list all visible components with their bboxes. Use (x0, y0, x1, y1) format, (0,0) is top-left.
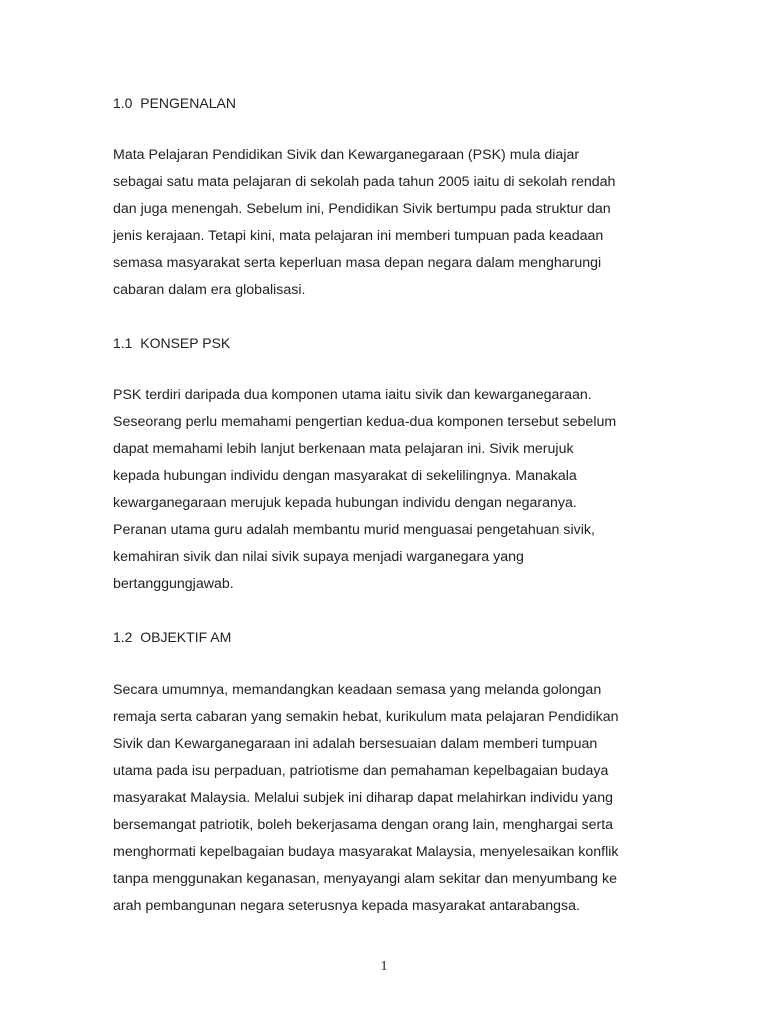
paragraph-line: kewarganegaraan merujuk kepada hubungan individu dengan negaranya. (113, 495, 577, 511)
paragraph-line: sebagai satu mata pelajaran di sekolah pada tahun 2005 iaitu di sekolah rendah (113, 174, 616, 190)
paragraph-line: bertanggungjawab. (113, 576, 234, 592)
paragraph-line: Sivik dan Kewarganegaraan ini adalah bersesuaian dalam memberi tumpuan (113, 736, 598, 752)
paragraph-line: bersemangat patriotik, boleh bekerjasama dengan orang lain, menghargai serta (113, 817, 614, 833)
paragraph-line: dapat memahami lebih lanjut berkenaan mata pelajaran ini. Sivik merujuk (113, 441, 574, 457)
paragraph-line: cabaran dalam era globalisasi. (113, 282, 306, 298)
section-objektif-am (113, 628, 653, 646)
section-konsep-psk (113, 334, 653, 352)
paragraph-line: PSK terdiri daripada dua komponen utama iaitu sivik dan kewarganegaraan. (113, 387, 592, 403)
paragraph-line: remaja serta cabaran yang semakin hebat, kurikulum mata pelajaran Pendidikan (113, 709, 619, 725)
section-heading: 1.2 OBJEKTIF AM (113, 629, 232, 645)
paragraph-line: arah pembangunan negara seterusnya kepada masyarakat antarabangsa. (113, 898, 580, 914)
paragraph-line: kemahiran sivik dan nilai sivik supaya menjadi warganegara yang (113, 549, 524, 565)
paragraph-line: Secara umumnya, memandangkan keadaan semasa yang melanda golongan (113, 682, 602, 698)
paragraph-line: dan juga menengah. Sebelum ini, Pendidikan Sivik bertumpu pada struktur dan (113, 201, 611, 217)
paragraph-line: utama pada isu perpaduan, patriotisme dan pemahaman kepelbagaian budaya (113, 763, 609, 779)
section-objektif-am-body (113, 677, 653, 920)
page-number: 1 (380, 959, 388, 974)
paragraph-line: semasa masyarakat serta keperluan masa depan negara dalam mengharungi (113, 255, 602, 271)
paragraph-line: masyarakat Malaysia. Melalui subjek ini diharap dapat melahirkan individu yang (113, 790, 613, 806)
paragraph-line: kepada hubungan individu dengan masyarakat di sekelilingnya. Manakala (113, 468, 577, 484)
section-heading: 1.0 PENGENALAN (113, 95, 236, 111)
paragraph-line: Peranan utama guru adalah membantu murid menguasai pengetahuan sivik, (113, 522, 595, 538)
section-heading: 1.1 KONSEP PSK (113, 335, 231, 351)
paragraph-line: jenis kerajaan. Tetapi kini, mata pelajaran ini memberi tumpuan pada keadaan (113, 228, 604, 244)
paragraph-line: Mata Pelajaran Pendidikan Sivik dan Kewarganegaraan (PSK) mula diajar (113, 147, 580, 163)
section-konsep-psk-body (113, 382, 653, 598)
paragraph-line: Seseorang perlu memahami pengertian kedua-dua komponen tersebut sebelum (113, 414, 617, 430)
paragraph-line: tanpa menggunakan keganasan, menyayangi alam sekitar dan menyumbang ke (113, 871, 617, 887)
section-pengenalan-body (113, 142, 653, 304)
paragraph-line: menghormati kepelbagaian budaya masyarakat Malaysia, menyelesaikan konflik (113, 844, 619, 860)
section-pengenalan (113, 94, 653, 112)
